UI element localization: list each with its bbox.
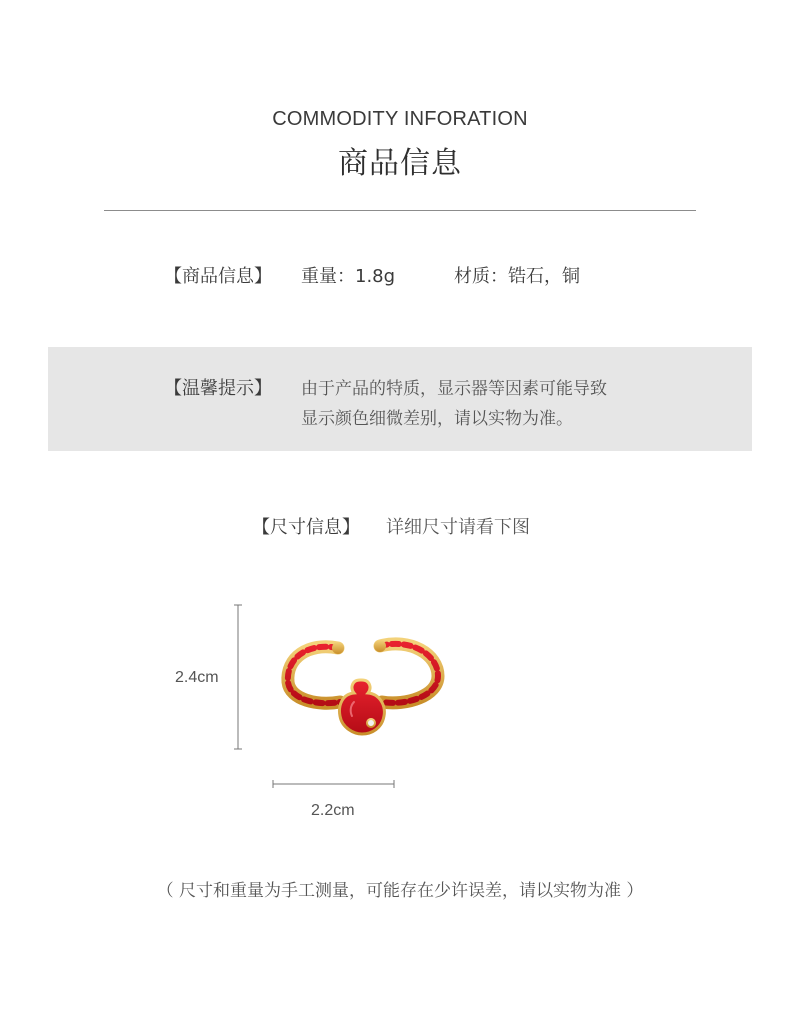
- notice-label: 【温馨提示】: [164, 378, 272, 399]
- notice-text: [301, 374, 607, 434]
- product-info-label: 【商品信息】: [164, 266, 272, 287]
- width-dimension-line: [268, 776, 400, 792]
- ring-image: [278, 630, 450, 742]
- width-label: 2.2cm: [311, 802, 355, 819]
- height-label: 2.4cm: [175, 669, 219, 686]
- notice-line-2: 显示颜色细微差别，请以实物为准。: [301, 409, 573, 429]
- size-info-hint: 详细尺寸请看下图: [386, 517, 530, 538]
- size-info-label: 【尺寸信息】: [252, 517, 360, 538]
- height-dimension-line: [230, 600, 246, 755]
- notice-line-1: 由于产品的特质，显示器等因素可能导致: [301, 379, 607, 399]
- header-divider: [104, 210, 696, 211]
- title-chinese: 商品信息: [338, 146, 462, 181]
- weight-text: 重量：1.8g: [301, 266, 396, 287]
- title-english: COMMODITY INFORATION: [272, 108, 528, 130]
- material-text: 材质：锆石，铜: [454, 266, 580, 287]
- footnote: （ 尺寸和重量为手工测量，可能存在少许误差，请以实物为准 ）: [156, 881, 644, 901]
